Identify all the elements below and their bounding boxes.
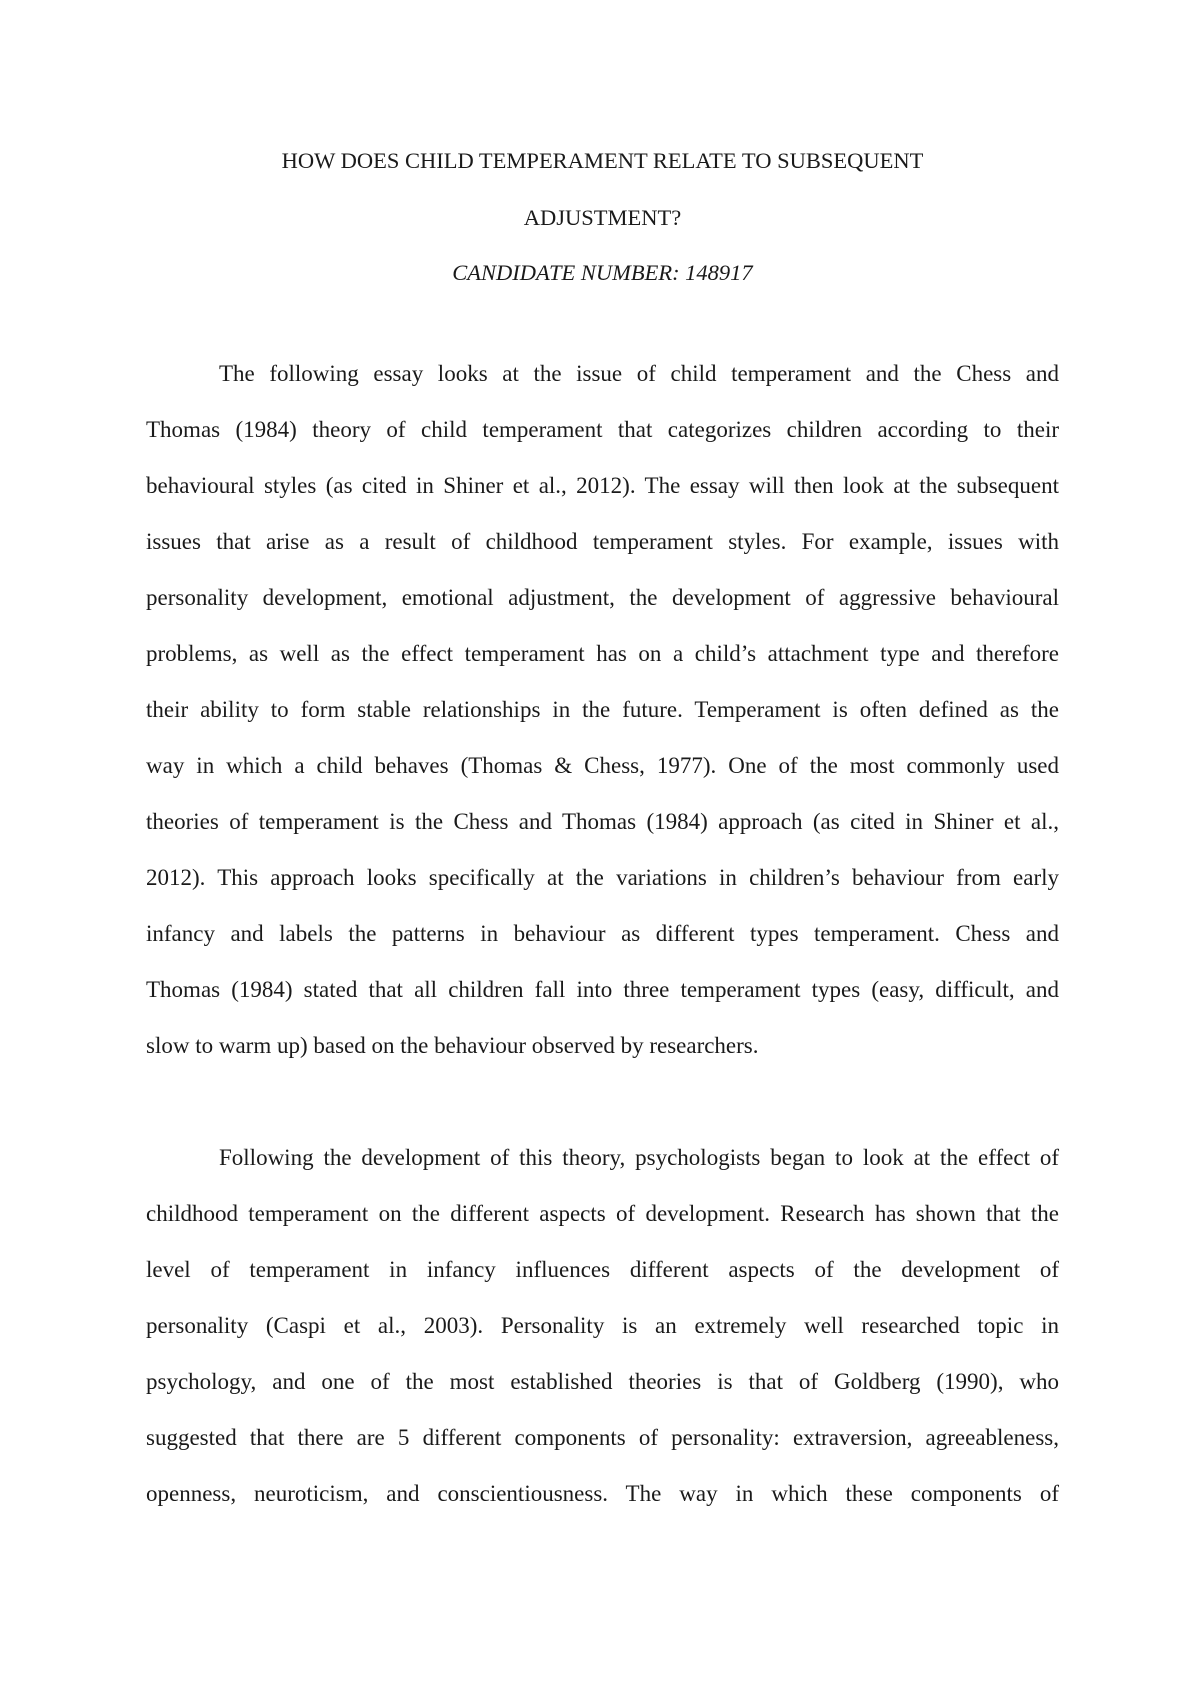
paragraph-line: problems, as well as the effect temperament has on a child’s attachment type and therefore (146, 641, 1059, 666)
paragraph-line: childhood temperament on the different aspects of development. Research has shown that the (146, 1201, 1059, 1226)
paragraph-line: Thomas (1984) stated that all children fall into three temperament types (easy, difficult, and (146, 977, 1059, 1002)
paragraph-line: psychology, and one of the most established theories is that of Goldberg (1990), who (146, 1369, 1059, 1394)
paragraph-line: 2012). This approach looks specifically at the variations in children’s behaviour from early (146, 865, 1059, 890)
title-line-2: ADJUSTMENT? (523, 205, 682, 230)
paragraph-line: slow to warm up) based on the behaviour observed by researchers. (146, 1033, 759, 1058)
essay-title (146, 132, 1059, 246)
paragraph-line: infancy and labels the patterns in behaviour as different types temperament. Chess and (146, 921, 1059, 946)
paragraph-line: The following essay looks at the issue of child temperament and the Chess and (219, 361, 1059, 386)
candidate-number: CANDIDATE NUMBER: 148917 (452, 260, 753, 285)
paragraph-line: personality (Caspi et al., 2003). Personality is an extremely well researched topic in (146, 1313, 1059, 1338)
paragraph-2 (146, 1130, 1059, 1522)
paragraph-line: suggested that there are 5 different components of personality: extraversion, agreeableness, (146, 1425, 1059, 1450)
paragraph-line: personality development, emotional adjustment, the development of aggressive behavioural (146, 585, 1059, 610)
paragraph-line: Thomas (1984) theory of child temperament that categorizes children according to their (146, 417, 1059, 442)
paragraph-line: openness, neuroticism, and conscientiousness. The way in which these components of (146, 1481, 1059, 1506)
title-line-1: HOW DOES CHILD TEMPERAMENT RELATE TO SUBSEQUENT (281, 148, 924, 173)
paragraph-line: level of temperament in infancy influences different aspects of the development of (146, 1257, 1059, 1282)
paragraph-1 (146, 346, 1059, 1074)
paragraph-line: way in which a child behaves (Thomas & Chess, 1977). One of the most commonly used (146, 753, 1059, 778)
paragraph-line: their ability to form stable relationships in the future. Temperament is often defined as the (146, 697, 1059, 722)
document-page (146, 132, 1059, 1522)
paragraph-line: Following the development of this theory, psychologists began to look at the effect of (219, 1145, 1059, 1170)
paragraph-line: theories of temperament is the Chess and Thomas (1984) approach (as cited in Shiner et al., (146, 809, 1059, 834)
paragraph-line: behavioural styles (as cited in Shiner et al., 2012). The essay will then look at the subsequent (146, 473, 1059, 498)
paragraph-line: issues that arise as a result of childhood temperament styles. For example, issues with (146, 529, 1059, 554)
